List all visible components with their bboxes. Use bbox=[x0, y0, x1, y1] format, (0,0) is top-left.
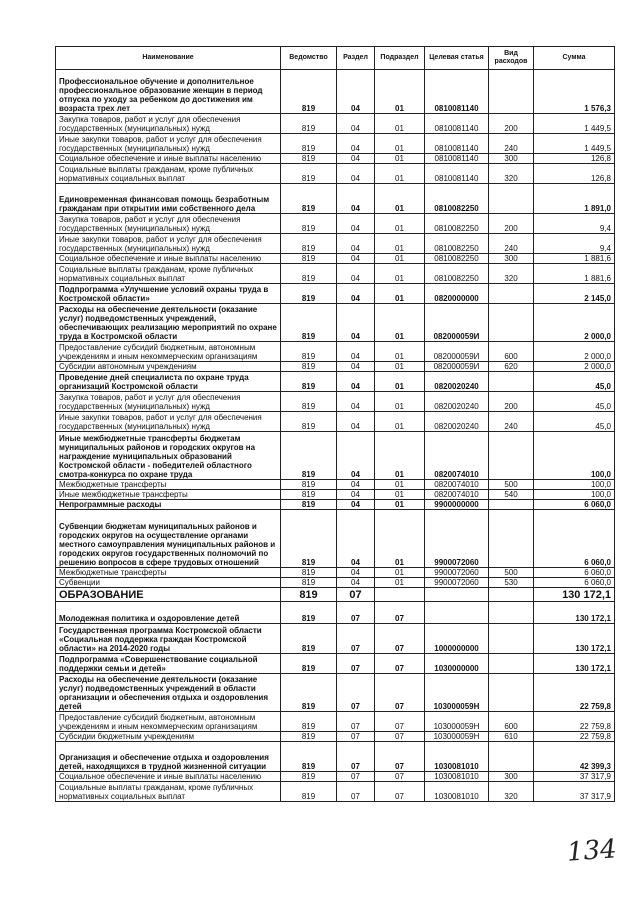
table-row bbox=[56, 372, 615, 392]
row-type bbox=[489, 624, 534, 654]
table-row bbox=[56, 234, 615, 254]
row-subsection: 01 bbox=[375, 568, 425, 578]
row-section: 04 bbox=[337, 392, 375, 412]
row-type bbox=[489, 432, 534, 480]
row-dept: 819 bbox=[281, 342, 337, 362]
table-row bbox=[56, 490, 615, 500]
row-section: 04 bbox=[337, 234, 375, 254]
row-subsection: 01 bbox=[375, 578, 425, 588]
row-name: Непрограммные расходы bbox=[56, 500, 281, 510]
row-section: 04 bbox=[337, 264, 375, 284]
row-target: 0810081140 bbox=[425, 134, 489, 154]
row-section: 04 bbox=[337, 284, 375, 304]
row-section: 07 bbox=[337, 782, 375, 802]
row-sum: 37 317,9 bbox=[534, 782, 615, 802]
row-target bbox=[425, 602, 489, 624]
row-target: 082000059И bbox=[425, 342, 489, 362]
table-row bbox=[56, 742, 615, 772]
row-type bbox=[489, 500, 534, 510]
row-dept: 819 bbox=[281, 432, 337, 480]
row-dept: 819 bbox=[281, 70, 337, 114]
table-row bbox=[56, 674, 615, 712]
budget-table-sheet bbox=[55, 46, 614, 802]
row-name: Проведение дней специалиста по охране труда организаций Костромской области bbox=[56, 372, 281, 392]
row-sum: 37 317,9 bbox=[534, 772, 615, 782]
row-subsection: 01 bbox=[375, 254, 425, 264]
row-name: Иные межбюджетные трансферты бюджетам муниципальных районов и городских округов на награждение муниципальных образований Костромской области - победителей областного смотра-конкурса по охране труда bbox=[56, 432, 281, 480]
row-subsection: 01 bbox=[375, 214, 425, 234]
row-dept: 819 bbox=[281, 568, 337, 578]
row-target: 0820074010 bbox=[425, 490, 489, 500]
row-sum: 6 060,0 bbox=[534, 578, 615, 588]
table-row bbox=[56, 304, 615, 342]
row-dept: 819 bbox=[281, 362, 337, 372]
table-row bbox=[56, 654, 615, 674]
row-type: 600 bbox=[489, 342, 534, 362]
row-dept: 819 bbox=[281, 214, 337, 234]
table-row bbox=[56, 154, 615, 164]
row-sum: 2 000,0 bbox=[534, 304, 615, 342]
row-subsection: 07 bbox=[375, 712, 425, 732]
row-name: Единовременная финансовая помощь безработным гражданам при открытии ими собственного дела bbox=[56, 184, 281, 214]
row-section: 04 bbox=[337, 568, 375, 578]
row-name: Субвенции bbox=[56, 578, 281, 588]
row-dept: 819 bbox=[281, 654, 337, 674]
row-type: 200 bbox=[489, 214, 534, 234]
row-sum: 126,8 bbox=[534, 164, 615, 184]
row-sum: 9,4 bbox=[534, 214, 615, 234]
row-type bbox=[489, 588, 534, 602]
row-name: Организация и обеспечение отдыха и оздоровления детей, находящихся в трудной жизненной ситуации bbox=[56, 742, 281, 772]
header-section: Раздел bbox=[337, 47, 375, 70]
row-target: 0810082250 bbox=[425, 214, 489, 234]
row-subsection: 01 bbox=[375, 432, 425, 480]
table-row bbox=[56, 510, 615, 568]
row-section: 07 bbox=[337, 742, 375, 772]
row-sum: 130 172,1 bbox=[534, 588, 615, 602]
table-row bbox=[56, 568, 615, 578]
row-section: 07 bbox=[337, 772, 375, 782]
table-row bbox=[56, 480, 615, 490]
row-dept: 819 bbox=[281, 500, 337, 510]
row-name: Подпрограмма «Совершенствование социальной поддержки семьи и детей» bbox=[56, 654, 281, 674]
row-section: 04 bbox=[337, 432, 375, 480]
table-row bbox=[56, 214, 615, 234]
row-section: 04 bbox=[337, 254, 375, 264]
row-sum: 6 060,0 bbox=[534, 500, 615, 510]
row-name: Межбюджетные трансферты bbox=[56, 480, 281, 490]
table-row bbox=[56, 342, 615, 362]
row-type: 240 bbox=[489, 234, 534, 254]
row-type bbox=[489, 304, 534, 342]
row-section: 07 bbox=[337, 602, 375, 624]
row-dept: 819 bbox=[281, 154, 337, 164]
row-name: Социальные выплаты гражданам, кроме публичных нормативных социальных выплат bbox=[56, 264, 281, 284]
row-dept: 819 bbox=[281, 712, 337, 732]
row-sum: 9,4 bbox=[534, 234, 615, 254]
row-sum: 45,0 bbox=[534, 392, 615, 412]
table-row bbox=[56, 578, 615, 588]
table-row bbox=[56, 782, 615, 802]
header-target: Целевая статья bbox=[425, 47, 489, 70]
row-name: ОБРАЗОВАНИЕ bbox=[56, 588, 281, 602]
row-section: 04 bbox=[337, 342, 375, 362]
row-dept: 819 bbox=[281, 114, 337, 134]
row-subsection: 01 bbox=[375, 184, 425, 214]
row-sum: 130 172,1 bbox=[534, 602, 615, 624]
row-target: 0810082250 bbox=[425, 184, 489, 214]
row-type: 300 bbox=[489, 772, 534, 782]
row-sum: 126,8 bbox=[534, 154, 615, 164]
row-target: 1030081010 bbox=[425, 782, 489, 802]
row-sum: 100,0 bbox=[534, 480, 615, 490]
row-section: 04 bbox=[337, 510, 375, 568]
row-section: 04 bbox=[337, 214, 375, 234]
row-section: 04 bbox=[337, 372, 375, 392]
row-subsection: 01 bbox=[375, 372, 425, 392]
row-target: 0810081140 bbox=[425, 164, 489, 184]
table-row bbox=[56, 500, 615, 510]
row-sum: 1 449,5 bbox=[534, 114, 615, 134]
row-section: 04 bbox=[337, 412, 375, 432]
table-row bbox=[56, 70, 615, 114]
row-dept: 819 bbox=[281, 134, 337, 154]
row-section: 07 bbox=[337, 712, 375, 732]
row-target: 0820074010 bbox=[425, 432, 489, 480]
row-subsection: 07 bbox=[375, 742, 425, 772]
row-target: 9900000000 bbox=[425, 500, 489, 510]
row-dept: 819 bbox=[281, 782, 337, 802]
table-row bbox=[56, 254, 615, 264]
row-name: Молодежная политика и оздоровление детей bbox=[56, 602, 281, 624]
row-name: Профессиональное обучение и дополнительное профессиональное образование женщин в период отпуска по уходу за ребенком до достижения им возраста трех лет bbox=[56, 70, 281, 114]
row-subsection: 01 bbox=[375, 134, 425, 154]
row-target: 103000059Н bbox=[425, 712, 489, 732]
row-subsection: 01 bbox=[375, 510, 425, 568]
row-section: 04 bbox=[337, 164, 375, 184]
row-target: 0820000000 bbox=[425, 284, 489, 304]
row-type: 240 bbox=[489, 134, 534, 154]
row-target: 1030081010 bbox=[425, 772, 489, 782]
header-subsection: Подраздел bbox=[375, 47, 425, 70]
row-subsection: 07 bbox=[375, 624, 425, 654]
row-dept: 819 bbox=[281, 234, 337, 254]
row-dept: 819 bbox=[281, 412, 337, 432]
row-sum: 1 576,3 bbox=[534, 70, 615, 114]
row-section: 04 bbox=[337, 184, 375, 214]
row-sum: 22 759,8 bbox=[534, 674, 615, 712]
row-section: 04 bbox=[337, 304, 375, 342]
row-type: 500 bbox=[489, 568, 534, 578]
row-type: 320 bbox=[489, 782, 534, 802]
row-section: 04 bbox=[337, 70, 375, 114]
row-section: 07 bbox=[337, 732, 375, 742]
table-row bbox=[56, 264, 615, 284]
row-subsection: 01 bbox=[375, 304, 425, 342]
table-row bbox=[56, 134, 615, 154]
row-target: 1030081010 bbox=[425, 742, 489, 772]
row-subsection: 07 bbox=[375, 602, 425, 624]
table-header-row bbox=[56, 47, 615, 70]
row-subsection: 07 bbox=[375, 772, 425, 782]
row-sum: 6 060,0 bbox=[534, 568, 615, 578]
row-section: 04 bbox=[337, 490, 375, 500]
row-dept: 819 bbox=[281, 184, 337, 214]
header-sum: Сумма bbox=[534, 47, 615, 70]
row-name: Подпрограмма «Улучшение условий охраны труда в Костромской области» bbox=[56, 284, 281, 304]
row-target: 0820020240 bbox=[425, 372, 489, 392]
row-type: 500 bbox=[489, 480, 534, 490]
row-dept: 819 bbox=[281, 742, 337, 772]
row-name: Иные закупки товаров, работ и услуг для обеспечения государственных (муниципальных) нужд bbox=[56, 412, 281, 432]
row-dept: 819 bbox=[281, 588, 337, 602]
row-target: 0820020240 bbox=[425, 412, 489, 432]
row-sum: 130 172,1 bbox=[534, 654, 615, 674]
row-type: 530 bbox=[489, 578, 534, 588]
table-row bbox=[56, 624, 615, 654]
row-section: 04 bbox=[337, 154, 375, 164]
row-type: 610 bbox=[489, 732, 534, 742]
row-dept: 819 bbox=[281, 732, 337, 742]
row-dept: 819 bbox=[281, 264, 337, 284]
row-type: 600 bbox=[489, 712, 534, 732]
row-name: Государственная программа Костромской области «Социальная поддержка граждан Костромской области» на 2014-2020 годы bbox=[56, 624, 281, 654]
row-target: 0810082250 bbox=[425, 254, 489, 264]
row-name: Закупка товаров, работ и услуг для обеспечения государственных (муниципальных) нужд bbox=[56, 214, 281, 234]
row-dept: 819 bbox=[281, 772, 337, 782]
row-target: 1030000000 bbox=[425, 654, 489, 674]
row-section: 04 bbox=[337, 500, 375, 510]
table-row bbox=[56, 772, 615, 782]
row-type bbox=[489, 70, 534, 114]
row-type: 620 bbox=[489, 362, 534, 372]
row-target: 0810081140 bbox=[425, 70, 489, 114]
row-name: Субсидии автономным учреждениям bbox=[56, 362, 281, 372]
row-dept: 819 bbox=[281, 284, 337, 304]
row-subsection: 01 bbox=[375, 490, 425, 500]
row-dept: 819 bbox=[281, 674, 337, 712]
row-type bbox=[489, 674, 534, 712]
row-sum: 2 145,0 bbox=[534, 284, 615, 304]
row-subsection: 01 bbox=[375, 154, 425, 164]
row-name: Социальные выплаты гражданам, кроме публичных нормативных социальных выплат bbox=[56, 782, 281, 802]
row-section: 04 bbox=[337, 480, 375, 490]
row-type: 540 bbox=[489, 490, 534, 500]
table-row bbox=[56, 412, 615, 432]
row-target: 9900072060 bbox=[425, 568, 489, 578]
row-sum: 1 881,6 bbox=[534, 254, 615, 264]
row-section: 07 bbox=[337, 654, 375, 674]
row-name: Расходы на обеспечение деятельности (оказание услуг) подведомственных учреждений, обеспечивающих реализацию мероприятий по охране труда в Костромской области bbox=[56, 304, 281, 342]
row-subsection: 01 bbox=[375, 412, 425, 432]
row-name: Закупка товаров, работ и услуг для обеспечения государственных (муниципальных) нужд bbox=[56, 392, 281, 412]
header-type: Вид расходов bbox=[489, 47, 534, 70]
row-dept: 819 bbox=[281, 304, 337, 342]
row-sum: 45,0 bbox=[534, 412, 615, 432]
row-subsection: 01 bbox=[375, 480, 425, 490]
row-type bbox=[489, 184, 534, 214]
row-dept: 819 bbox=[281, 164, 337, 184]
row-sum: 22 759,8 bbox=[534, 712, 615, 732]
row-sum: 1 881,6 bbox=[534, 264, 615, 284]
table-row bbox=[56, 732, 615, 742]
row-name: Субвенции бюджетам муниципальных районов и городских округов на осуществление органами местного самоуправления муниципальных районов и городских округов государственных полномочий по решению вопросов в сфере трудовых отношений bbox=[56, 510, 281, 568]
row-target bbox=[425, 588, 489, 602]
row-sum: 1 449,5 bbox=[534, 134, 615, 154]
row-subsection: 01 bbox=[375, 362, 425, 372]
row-section: 07 bbox=[337, 588, 375, 602]
row-target: 103000059Н bbox=[425, 674, 489, 712]
row-subsection: 01 bbox=[375, 164, 425, 184]
table-row bbox=[56, 164, 615, 184]
row-section: 07 bbox=[337, 674, 375, 712]
row-target: 9900072060 bbox=[425, 510, 489, 568]
row-sum: 100,0 bbox=[534, 432, 615, 480]
row-dept: 819 bbox=[281, 510, 337, 568]
row-target: 0810081140 bbox=[425, 114, 489, 134]
table-row bbox=[56, 114, 615, 134]
table-row bbox=[56, 392, 615, 412]
row-section: 04 bbox=[337, 134, 375, 154]
row-dept: 819 bbox=[281, 254, 337, 264]
handwritten-page-number: 134 bbox=[566, 834, 618, 868]
row-name: Предоставление субсидий бюджетным, автономным учреждениям и иным некоммерческим организациям bbox=[56, 712, 281, 732]
row-dept: 819 bbox=[281, 480, 337, 490]
row-dept: 819 bbox=[281, 602, 337, 624]
row-name: Социальное обеспечение и иные выплаты населению bbox=[56, 254, 281, 264]
row-name: Иные закупки товаров, работ и услуг для обеспечения государственных (муниципальных) нужд bbox=[56, 234, 281, 254]
row-section: 04 bbox=[337, 578, 375, 588]
row-dept: 819 bbox=[281, 392, 337, 412]
row-subsection: 01 bbox=[375, 234, 425, 254]
row-type: 300 bbox=[489, 154, 534, 164]
row-target: 082000059И bbox=[425, 304, 489, 342]
row-dept: 819 bbox=[281, 578, 337, 588]
row-name: Закупка товаров, работ и услуг для обеспечения государственных (муниципальных) нужд bbox=[56, 114, 281, 134]
row-subsection: 01 bbox=[375, 70, 425, 114]
row-sum: 130 172,1 bbox=[534, 624, 615, 654]
row-subsection: 01 bbox=[375, 114, 425, 134]
row-subsection: 01 bbox=[375, 264, 425, 284]
row-target: 082000059И bbox=[425, 362, 489, 372]
row-section: 04 bbox=[337, 362, 375, 372]
row-sum: 1 891,0 bbox=[534, 184, 615, 214]
row-type: 320 bbox=[489, 264, 534, 284]
row-subsection: 01 bbox=[375, 392, 425, 412]
table-row bbox=[56, 432, 615, 480]
row-type bbox=[489, 372, 534, 392]
row-name: Социальное обеспечение и иные выплаты населению bbox=[56, 772, 281, 782]
row-dept: 819 bbox=[281, 624, 337, 654]
row-type: 200 bbox=[489, 114, 534, 134]
row-type bbox=[489, 510, 534, 568]
row-name: Иные межбюджетные трансферты bbox=[56, 490, 281, 500]
row-subsection: 07 bbox=[375, 732, 425, 742]
row-sum: 6 060,0 bbox=[534, 510, 615, 568]
header-dept: Ведомство bbox=[281, 47, 337, 70]
row-target: 0810082250 bbox=[425, 264, 489, 284]
row-sum: 100,0 bbox=[534, 490, 615, 500]
row-name: Предоставление субсидий бюджетным, автономным учреждениям и иным некоммерческим организациям bbox=[56, 342, 281, 362]
row-type bbox=[489, 284, 534, 304]
row-subsection: 07 bbox=[375, 674, 425, 712]
row-sum: 42 399,3 bbox=[534, 742, 615, 772]
row-sum: 2 000,0 bbox=[534, 362, 615, 372]
row-subsection bbox=[375, 588, 425, 602]
row-subsection: 01 bbox=[375, 500, 425, 510]
row-name: Субсидии бюджетным учреждениям bbox=[56, 732, 281, 742]
row-sum: 45,0 bbox=[534, 372, 615, 392]
row-name: Иные закупки товаров, работ и услуг для обеспечения государственных (муниципальных) нужд bbox=[56, 134, 281, 154]
row-section: 04 bbox=[337, 114, 375, 134]
row-type: 200 bbox=[489, 392, 534, 412]
table-row bbox=[56, 588, 615, 602]
row-target: 1000000000 bbox=[425, 624, 489, 654]
row-sum: 2 000,0 bbox=[534, 342, 615, 362]
row-subsection: 07 bbox=[375, 654, 425, 674]
row-name: Межбюджетные трансферты bbox=[56, 568, 281, 578]
budget-table bbox=[55, 46, 615, 802]
row-target: 0810081140 bbox=[425, 154, 489, 164]
row-target: 0810082250 bbox=[425, 234, 489, 254]
row-name: Социальное обеспечение и иные выплаты населению bbox=[56, 154, 281, 164]
row-type bbox=[489, 654, 534, 674]
row-target: 0820074010 bbox=[425, 480, 489, 490]
row-type: 320 bbox=[489, 164, 534, 184]
row-type: 300 bbox=[489, 254, 534, 264]
row-name: Расходы на обеспечение деятельности (оказание услуг) подведомственных учреждений в области организации и обеспечения отдыха и оздоровления детей bbox=[56, 674, 281, 712]
row-type bbox=[489, 742, 534, 772]
table-row bbox=[56, 184, 615, 214]
row-target: 9900072060 bbox=[425, 578, 489, 588]
row-sum: 22 759,8 bbox=[534, 732, 615, 742]
table-row bbox=[56, 602, 615, 624]
table-row bbox=[56, 362, 615, 372]
table-row bbox=[56, 712, 615, 732]
header-name: Наименование bbox=[56, 47, 281, 70]
row-section: 07 bbox=[337, 624, 375, 654]
row-dept: 819 bbox=[281, 490, 337, 500]
table-body bbox=[56, 70, 615, 802]
row-type bbox=[489, 602, 534, 624]
table-row bbox=[56, 284, 615, 304]
row-subsection: 01 bbox=[375, 342, 425, 362]
row-type: 240 bbox=[489, 412, 534, 432]
row-dept: 819 bbox=[281, 372, 337, 392]
row-name: Социальные выплаты гражданам, кроме публичных нормативных социальных выплат bbox=[56, 164, 281, 184]
row-subsection: 07 bbox=[375, 782, 425, 802]
row-subsection: 01 bbox=[375, 284, 425, 304]
row-target: 103000059Н bbox=[425, 732, 489, 742]
row-target: 0820020240 bbox=[425, 392, 489, 412]
